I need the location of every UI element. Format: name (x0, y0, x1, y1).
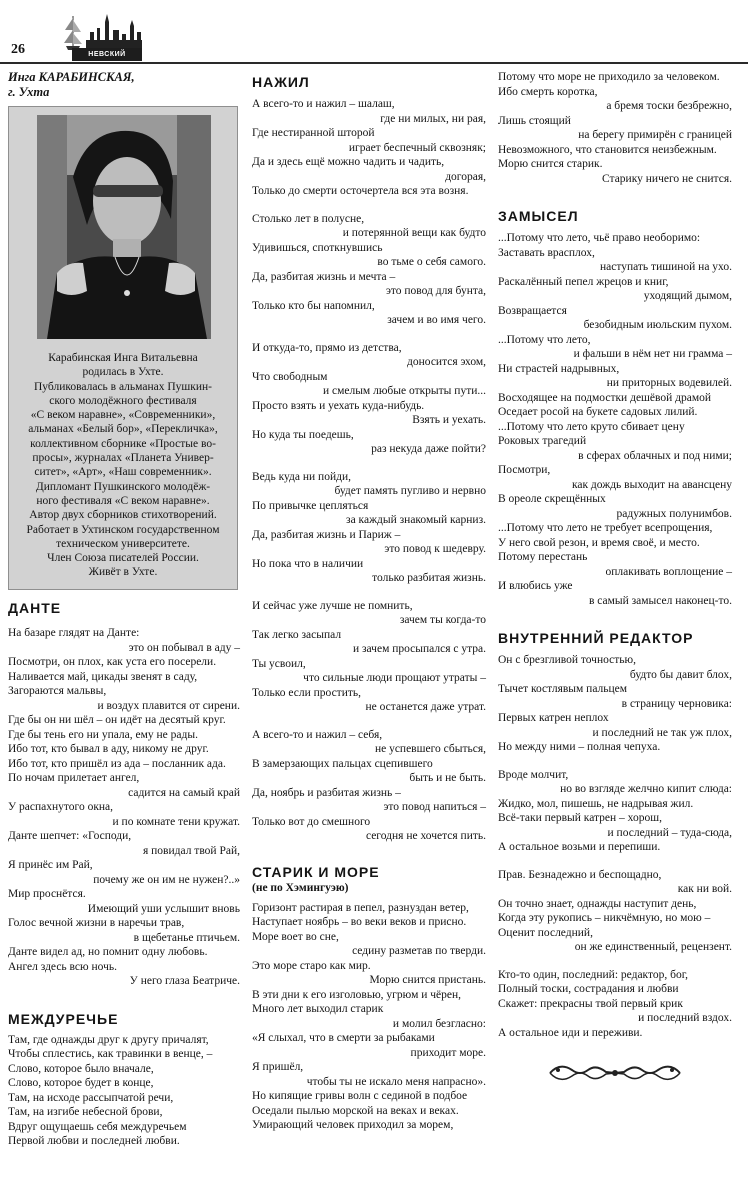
poem-line: Удивишься, споткнувшись (252, 241, 383, 254)
bio-line: Автор двух сборников стихотворений. (29, 509, 217, 522)
poem-line: в самый замысел наконец-то. (588, 594, 732, 607)
poem-line: и зачем просыпался с утра. (352, 643, 486, 655)
poem-line: У него глаза Беатриче. (129, 975, 240, 987)
poem-line: я повидал твой Рай, (142, 844, 240, 857)
poem-line: Раскалённый пепел жрецов и книг, (498, 275, 669, 288)
poem-line: Много лет выходил старик (252, 1003, 384, 1015)
poem-line: Так легко засыпал (252, 628, 342, 641)
poem-line: Там, где однажды друг к другу причалят, (8, 1033, 209, 1046)
bio-line: Карабинская Инга Витальевна (48, 352, 198, 364)
poem-line: Морю снится старик. (498, 158, 603, 170)
poem-line: быть и не быть. (409, 772, 486, 784)
poem-line: Но между ними – полная чепуха. (498, 741, 661, 753)
poem-line: Столько лет в полусне, (252, 212, 365, 225)
poem-redaktor (498, 653, 732, 1040)
poem-line: Взять и уехать. (412, 414, 486, 426)
page-number: 26 (11, 42, 25, 57)
poem-title-dante: ДАНТЕ (8, 600, 62, 616)
poem-title-redaktor: ВНУТРЕННИЙ РЕДАКТОР (498, 630, 694, 646)
poem-line: оплакивать воплощение – (605, 565, 732, 578)
poem-line: Да, ноябрь и разбитая жизнь – (252, 786, 401, 799)
poem-line: Что свободным (252, 370, 328, 383)
poem-line: Полный тоски, сострадания и любви (498, 983, 679, 995)
poem-line: А остальное возьми и перепиши. (498, 841, 661, 853)
poem-line: Да, разбитая жизнь и мечта – (252, 270, 396, 283)
poem-line: во тьме о себя самого. (377, 256, 486, 268)
poem-line: Первой любви и последней любви. (8, 1135, 180, 1147)
poem-line: догорая, (445, 170, 486, 183)
header-rule (0, 62, 748, 64)
poem-line: Оценит последний, (498, 926, 593, 939)
bio-line: коллективном сборнике «Простые во- (30, 437, 216, 450)
poem-line: Первых катрен неплох (498, 712, 609, 724)
poem-line: это он побывал в аду – (128, 641, 240, 654)
poem-line: Я принёс им Рай, (8, 859, 93, 871)
poem-line: а бремя тоски безбрежно, (606, 100, 732, 112)
column-2 (252, 70, 486, 1133)
poem-line: не успевшего сбыться, (374, 743, 486, 755)
poem-line: приходит море. (410, 1046, 486, 1059)
poem-line: безобидным июльским пухом. (583, 319, 732, 331)
poem-line: в щебетанье птичьем. (133, 931, 240, 944)
poem-line: Роковых трагедий (498, 435, 587, 447)
author-photo (37, 115, 211, 339)
poem-dante (8, 626, 240, 989)
poem-line: Посмотри, (498, 464, 551, 476)
poem-line: Мир проснётся. (8, 888, 86, 900)
poem-line: Ты усвоил, (252, 657, 306, 670)
poem-line: чтобы ты не искало меня напрасно». (306, 1075, 486, 1088)
poem-line: По ночам прилетает ангел, (8, 772, 140, 784)
poem-line: Морю снится пристань. (369, 974, 486, 986)
stanza-break (252, 715, 486, 728)
poem-line: ...Потому что лето, (498, 333, 591, 346)
almanac-logo (60, 10, 142, 71)
poem-line: Имеющий уши услышит вновь (87, 902, 240, 915)
poem-line: Загораются мальвы, (8, 685, 107, 697)
stanza-break (252, 328, 486, 341)
poem-line: Заставать врасплох, (498, 246, 595, 259)
poem-line: и потерянной вещи как будто (342, 227, 486, 239)
stanza-break (498, 755, 732, 768)
poem-line: А остальное иди и переживи. (498, 1026, 643, 1039)
poem-line: Лишь стоящий (498, 114, 571, 127)
poem-line: седину разметав по тверди. (352, 945, 486, 957)
poem-line: Потому что море не приходило за человеком. (498, 71, 720, 83)
poem-line: Ибо тот, кто пришёл из ада – посланник ада. (8, 757, 226, 770)
poem-line: ...Потому что лето, чьё право необоримо: (498, 232, 701, 244)
poem-line: Да и здесь ещё можно чадить и чадить, (252, 156, 445, 168)
poem-line: Просто взять и уехать куда-нибудь. (252, 399, 425, 412)
poem-line: Он точно знает, однажды наступит день, (498, 897, 697, 910)
poem-line: А всего-то и нажил – шалаш, (252, 98, 395, 110)
poem-line: ни приторных водевилей. (606, 377, 732, 389)
poem-line: на берегу примирён с границей (578, 129, 732, 141)
poem-line: В замерзающих пальцах сцепившего (252, 757, 433, 770)
poem-line: И влюбись уже (498, 580, 573, 592)
poem-line: ...Потому что лето круто сбивает цену (498, 420, 685, 433)
poem-line: На базаре глядят на Данте: (8, 627, 140, 639)
bio-line: родилась в Ухте. (82, 366, 164, 379)
stanza-break (252, 586, 486, 599)
poem-line: Скажет: прекрасны твой первый крик (498, 997, 683, 1010)
poem-line: Только кто бы напомнил, (252, 299, 375, 312)
poem-line: Вдруг ощущаешь себя междуречьем (8, 1120, 187, 1133)
poem-line: Там, на исходе рассыпчатой речи, (8, 1091, 174, 1104)
author-name: Инга КАРАБИНСКАЯ, (8, 70, 135, 84)
poem-line: за каждый знакомый карниз. (346, 514, 486, 526)
poem-line: Когда эту рукопись – никчёмную, но мою – (498, 912, 711, 924)
poem-line: Где бы он ни шёл – он идёт на десятый круг. (8, 714, 226, 726)
poem-line: Горизонт растирая в пепел, разнуздан ветер, (252, 901, 469, 914)
poem-line: и молил безгласно: (392, 1017, 486, 1030)
poem-line: зачем и во имя чего. (387, 314, 486, 326)
poem-line: Море воет во сне, (252, 930, 339, 943)
poem-line: садится на самый край (128, 786, 240, 799)
poem-line: но во взгляде желчно кипит слюда: (560, 783, 732, 795)
poem-line: Вроде молчит, (498, 768, 569, 781)
poem-line: Наступает ноябрь – во веки веков и присно. (252, 916, 467, 928)
poem-mezhdurechye (8, 1033, 240, 1149)
bio-line: Живёт в Ухте. (88, 566, 158, 579)
poem-line: А всего-то и нажил – себя, (252, 728, 383, 741)
poem-line: Слово, которое было вначале, (8, 1062, 154, 1075)
poem-line: почему же он им не нужен?..» (93, 873, 240, 886)
bio-line: техническом университете. (56, 537, 190, 550)
author-bio (15, 351, 231, 580)
poem-line: Ни страстей надрывных, (498, 362, 620, 375)
ornament-divider-icon (540, 1058, 690, 1088)
poem-line: Данте шепчет: «Господи, (8, 830, 132, 842)
author-info-box (8, 106, 238, 590)
poem-line: Ибо тот, кто бывал в аду, никому не друг. (8, 743, 209, 755)
poem-line: это повод напиться – (383, 801, 486, 813)
poem-line: Кто-то один, последний: редактор, бог, (498, 968, 688, 981)
author-city: г. Ухта (8, 85, 50, 99)
stanza-break (252, 457, 486, 470)
page-header (0, 0, 748, 71)
poem-nazhil (252, 97, 486, 844)
poem-line: это повод для бунта, (385, 285, 486, 297)
poem-line: и последний вздох. (638, 1012, 732, 1024)
poem-line: играет беспечный сквозняк; (348, 141, 486, 154)
poem-subtitle-starik: (не по Хэмингуэю) (252, 881, 349, 894)
poem-line: Оседали пылью морской на веках и веках. (252, 1104, 459, 1117)
poem-line: Да, разбитая жизнь и Париж – (252, 528, 401, 541)
poem-line: Там, на изгибе небесной брови, (8, 1106, 163, 1118)
poem-line: Потому перестань (498, 551, 588, 563)
bio-line: альманах «Белый бор», «Перекличка», (28, 423, 218, 436)
poem-line: Только до смерти осточертела вся эта возня. (252, 185, 469, 197)
poem-line: Где нестиранной шторой (252, 127, 375, 139)
poem-line: что сильные люди прощают утраты – (303, 672, 486, 684)
poem-line: Тычет костлявым пальцем (498, 683, 628, 695)
poem-line: где ни милых, ни рая, (380, 112, 486, 125)
stanza-break (252, 199, 486, 212)
poem-line: и по комнате тени кружат. (112, 815, 240, 828)
poem-line: Всё-таки первый катрен – хорош, (498, 812, 662, 824)
poem-line: Ведь куда ни пойди, (252, 470, 351, 483)
poem-line: как дождь выходит на авансцену (571, 478, 732, 491)
column-1 (8, 70, 240, 1149)
poem-line: Я пришёл, (252, 1061, 304, 1073)
poem-line: Невозможного, что становится неизбежным. (498, 143, 717, 156)
column-3 (498, 70, 732, 1088)
poem-line: и воздух плавится от сирени. (97, 699, 240, 712)
poem-line: Но куда ты поедешь, (252, 428, 354, 441)
poem-starik (252, 901, 486, 1133)
poem-line: он же единственный, рецензент. (574, 941, 732, 953)
bio-line: просы», журналах «Планета Универ- (32, 452, 214, 465)
poem-line: это повод к шедевру. (384, 543, 486, 555)
poem-line: в сферах облачных и под ними; (578, 449, 732, 462)
poem-line: уходящий дымом, (643, 290, 732, 302)
stanza-break (498, 955, 732, 968)
poem-line: Старику ничего не снится. (602, 172, 732, 185)
poem-line: Данте видел ад, но помнит одну любовь. (8, 946, 208, 958)
poem-title-starik: СТАРИК И МОРЕ (252, 863, 380, 880)
poem-line: в страницу черновика: (621, 697, 732, 710)
poem-line: Только если простить, (252, 686, 362, 699)
poem-line: Возвращается (498, 304, 567, 317)
poem-line: зачем ты когда-то (399, 614, 486, 626)
poem-title-nazhil: НАЖИЛ (252, 74, 310, 90)
poem-line: радужных полунимбов. (616, 507, 732, 520)
bio-line: Дипломант Пушкинского молодёж- (35, 480, 211, 493)
bio-line: ного фестиваля «С веком наравне». (36, 494, 210, 507)
bio-line: ситет», «Арт», «Наш современник». (34, 466, 212, 479)
poem-line: Голос вечной жизни в наречьи трав, (8, 917, 185, 929)
poem-starik-continued (498, 70, 732, 186)
poem-line: В ореоле скрещённых (498, 493, 606, 505)
poem-line: Но кипящие гривы волн с сединой в подбое (252, 1090, 468, 1102)
poem-line: не останется даже утрат. (365, 701, 486, 713)
poem-line: и смелым любые открыты пути... (322, 385, 486, 397)
poem-line: и последний не так уж плох, (592, 726, 732, 739)
bio-line: ского молодёжного фестиваля (49, 394, 197, 407)
poem-line: По привычке цепляться (252, 499, 369, 512)
poem-line: раз некуда даже пойти? (371, 443, 486, 455)
poem-line: будто бы давит блох, (629, 668, 732, 681)
poem-zamysel (498, 231, 732, 608)
poem-line: Прав. Безнадежно и беспощадно, (498, 868, 662, 881)
bio-line: Работает в Ухтинском государственном (26, 523, 220, 536)
poem-line: доносится эхом, (407, 356, 486, 368)
poem-title-zamysel: ЗАМЫСЕЛ (498, 208, 579, 224)
poem-line: Ангел здесь всю ночь. (8, 960, 117, 973)
poem-line: Ибо смерть коротка, (498, 85, 598, 98)
poem-line: сегодня не хочется пить. (365, 830, 486, 842)
poem-line: будет память пугливо и нервно (334, 485, 486, 497)
poem-line: Оседает росой на букете садовых лилий. (498, 406, 698, 418)
bio-line: Член Союза писателей России. (47, 552, 199, 565)
poem-line: И откуда-то, прямо из детства, (252, 341, 402, 354)
poem-line: В эти дни к его изголовью, угрюм и чёрен, (252, 988, 462, 1001)
logo-text: НЕВСКИЙ АЛЬМАНАХ (72, 48, 142, 61)
poem-line: Восходящее на подмостки дешёвой драмой (498, 391, 712, 404)
poem-line: и фальши в нём нет ни грамма – (573, 348, 732, 360)
poem-line: Он с брезгливой точностью, (498, 654, 636, 666)
poem-line: Жидко, мол, пишешь, не надрывая жил. (498, 797, 694, 810)
poem-line: Это море старо как мир. (252, 959, 371, 972)
poem-line: Чтобы сплестись, как травинки в венце, – (8, 1048, 213, 1060)
poem-line: и последний – туда-сюда, (607, 826, 732, 839)
poem-line: У него свой резон, и время своё, и место. (498, 536, 700, 549)
poem-line: «Я слыхал, что в смерти за рыбаками (252, 1032, 435, 1044)
poem-title-mezhdurechye: МЕЖДУРЕЧЬЕ (8, 1010, 119, 1027)
poem-line: Слово, которое будет в конце, (8, 1077, 154, 1089)
poem-line: как ни вой. (677, 883, 732, 895)
poem-line: Только вот до смешного (252, 815, 371, 828)
poem-line: У распахнутого окна, (8, 801, 114, 813)
bio-line: Публиковалась в альманах Пушкин- (34, 380, 212, 393)
poem-line: ...Потому что лето не требует всепрощения, (498, 522, 713, 534)
poem-line: Где бы тень его ни упала, ему не рады. (8, 728, 198, 741)
poem-line: Наливается май, цикады звенят в саду, (8, 670, 198, 683)
bio-line: «С веком наравне», «Современники», (30, 409, 216, 422)
poem-line: Посмотри, он плох, как уста его посерели. (8, 656, 217, 668)
poem-line: Но пока что в наличии (252, 557, 364, 570)
stanza-break (498, 855, 732, 868)
poem-line: И сейчас уже лучше не помнить, (252, 599, 413, 612)
poem-line: Умирающий человек приходил за морем, (252, 1119, 454, 1131)
poem-line: только разбитая жизнь. (372, 572, 486, 584)
poem-line: наступать тишиной на ухо. (599, 261, 732, 273)
